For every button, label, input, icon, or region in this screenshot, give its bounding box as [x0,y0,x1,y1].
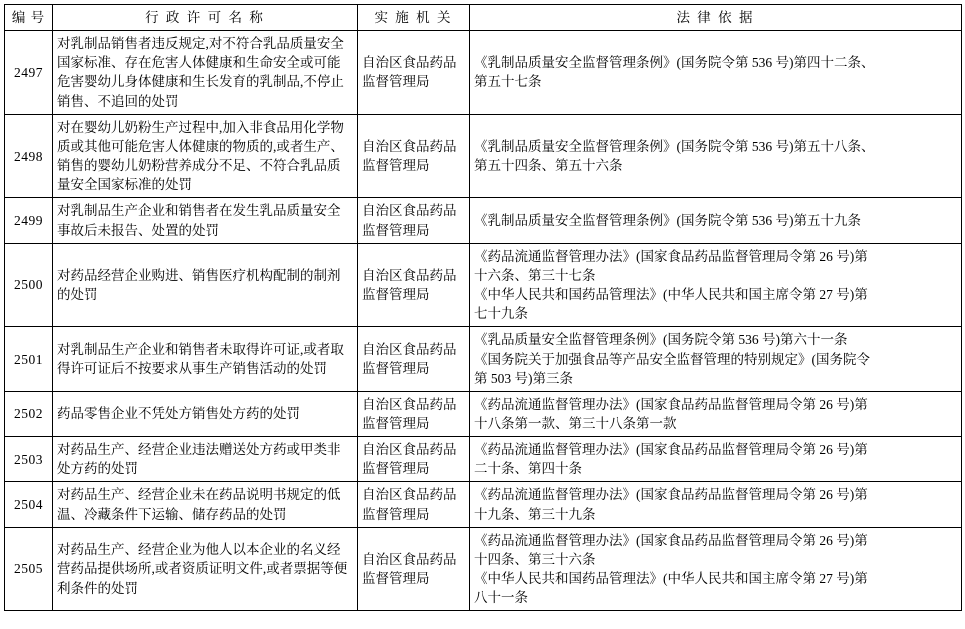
legal-basis-line: 八十一条 [474,590,528,606]
column-header-organ: 实 施 机 关 [358,5,470,31]
implementing-organ: 自治区食品药品监督管理局 [358,482,470,527]
legal-basis-line: 《乳制品质量安全监督管理条例》(国务院令第 536 号)第五十八条、 [474,138,875,154]
legal-basis-line: 《乳品质量安全监督管理条例》(国务院令第 536 号)第六十一条 [474,332,848,348]
implementing-organ: 自治区食品药品监督管理局 [358,391,470,436]
legal-basis-line: 十六条、第三十七条 [474,267,596,283]
row-number: 2497 [5,31,53,115]
table-row [5,391,962,436]
implementing-organ: 自治区食品药品监督管理局 [358,31,470,115]
legal-basis-line: 二十条、第四十条 [474,461,582,477]
legal-basis-line: 《药品流通监督管理办法》(国家食品药品监督管理局令第 26 号)第 [474,532,868,548]
row-number: 2504 [5,482,53,527]
implementing-organ: 自治区食品药品监督管理局 [358,198,470,243]
implementing-organ: 自治区食品药品监督管理局 [358,243,470,327]
legal-basis [470,31,962,115]
legal-basis [470,327,962,391]
legal-basis-line: 《药品流通监督管理办法》(国家食品药品监督管理局令第 26 号)第 [474,442,868,458]
implementing-organ: 自治区食品药品监督管理局 [358,527,470,611]
table-row [5,114,962,198]
permit-name: 对在婴幼儿奶粉生产过程中,加入非食品用化学物质或其他可能危害人体健康的物质的,或者生产、销售的婴幼儿奶粉营养成分不足、不符合乳品质量安全国家标准的处罚 [53,114,358,198]
table-row [5,437,962,482]
permit-name: 对药品生产、经营企业未在药品说明书规定的低温、冷藏条件下运输、储存药品的处罚 [53,482,358,527]
implementing-organ: 自治区食品药品监督管理局 [358,437,470,482]
column-header-law: 法 律 依 据 [470,5,962,31]
table-row [5,327,962,391]
legal-basis-line: 《药品流通监督管理办法》(国家食品药品监督管理局令第 26 号)第 [474,396,868,412]
implementing-organ: 自治区食品药品监督管理局 [358,327,470,391]
legal-basis [470,198,962,243]
legal-basis-line: 《药品流通监督管理办法》(国家食品药品监督管理局令第 26 号)第 [474,248,868,264]
permit-name: 对乳制品销售者违反规定,对不符合乳品质量安全国家标准、存在危害人体健康和生命安全或可能危害婴幼儿身体健康和生长发育的乳制品,不停止销售、不追回的处罚 [53,31,358,115]
legal-basis-line: 十八条第一款、第三十八条第一款 [474,415,677,431]
permit-name: 对药品生产、经营企业违法赠送处方药或甲类非处方药的处罚 [53,437,358,482]
table-row [5,527,962,611]
table-header-row [5,5,962,31]
legal-basis-line: 《乳制品质量安全监督管理条例》(国务院令第 536 号)第四十二条、 [474,55,875,71]
table-header [5,5,962,31]
legal-basis-line: 《国务院关于加强食品等产品安全监督管理的特别规定》(国务院令 [474,351,870,367]
table-row [5,198,962,243]
legal-basis [470,391,962,436]
legal-basis [470,437,962,482]
legal-basis-line: 《药品流通监督管理办法》(国家食品药品监督管理局令第 26 号)第 [474,487,868,503]
legal-basis-line: 《中华人民共和国药品管理法》(中华人民共和国主席令第 27 号)第 [474,571,868,587]
legal-basis-line: 七十九条 [474,306,528,322]
row-number: 2500 [5,243,53,327]
permit-name: 对药品经营企业购进、销售医疗机构配制的制剂的处罚 [53,243,358,327]
permit-name: 对药品生产、经营企业为他人以本企业的名义经营药品提供场所,或者资质证明文件,或者票据等便利条件的处罚 [53,527,358,611]
row-number: 2498 [5,114,53,198]
legal-basis-line: 第五十七条 [474,74,542,90]
permit-name: 对乳制品生产企业和销售者未取得许可证,或者取得许可证后不按要求从事生产销售活动的处罚 [53,327,358,391]
legal-basis-line: 十四条、第三十六条 [474,551,596,567]
legal-basis [470,527,962,611]
permit-name: 药品零售企业不凭处方销售处方药的处罚 [53,391,358,436]
row-number: 2502 [5,391,53,436]
table-body [5,31,962,611]
column-header-name: 行 政 许 可 名 称 [53,5,358,31]
legal-basis-line: 第 503 号)第三条 [474,370,573,386]
table-row [5,31,962,115]
table-row [5,243,962,327]
row-number: 2503 [5,437,53,482]
row-number: 2499 [5,198,53,243]
legal-basis-line: 《乳制品质量安全监督管理条例》(国务院令第 536 号)第五十九条 [474,212,861,228]
legal-basis-line: 《中华人民共和国药品管理法》(中华人民共和国主席令第 27 号)第 [474,287,868,303]
column-header-number: 编 号 [5,5,53,31]
legal-basis-line: 第五十四条、第五十六条 [474,158,623,174]
row-number: 2505 [5,527,53,611]
legal-basis-line: 十九条、第三十九条 [474,506,596,522]
implementing-organ: 自治区食品药品监督管理局 [358,114,470,198]
legal-basis [470,243,962,327]
table-row [5,482,962,527]
administrative-permit-table [4,4,962,611]
legal-basis [470,114,962,198]
permit-name: 对乳制品生产企业和销售者在发生乳品质量安全事故后未报告、处置的处罚 [53,198,358,243]
row-number: 2501 [5,327,53,391]
legal-basis [470,482,962,527]
